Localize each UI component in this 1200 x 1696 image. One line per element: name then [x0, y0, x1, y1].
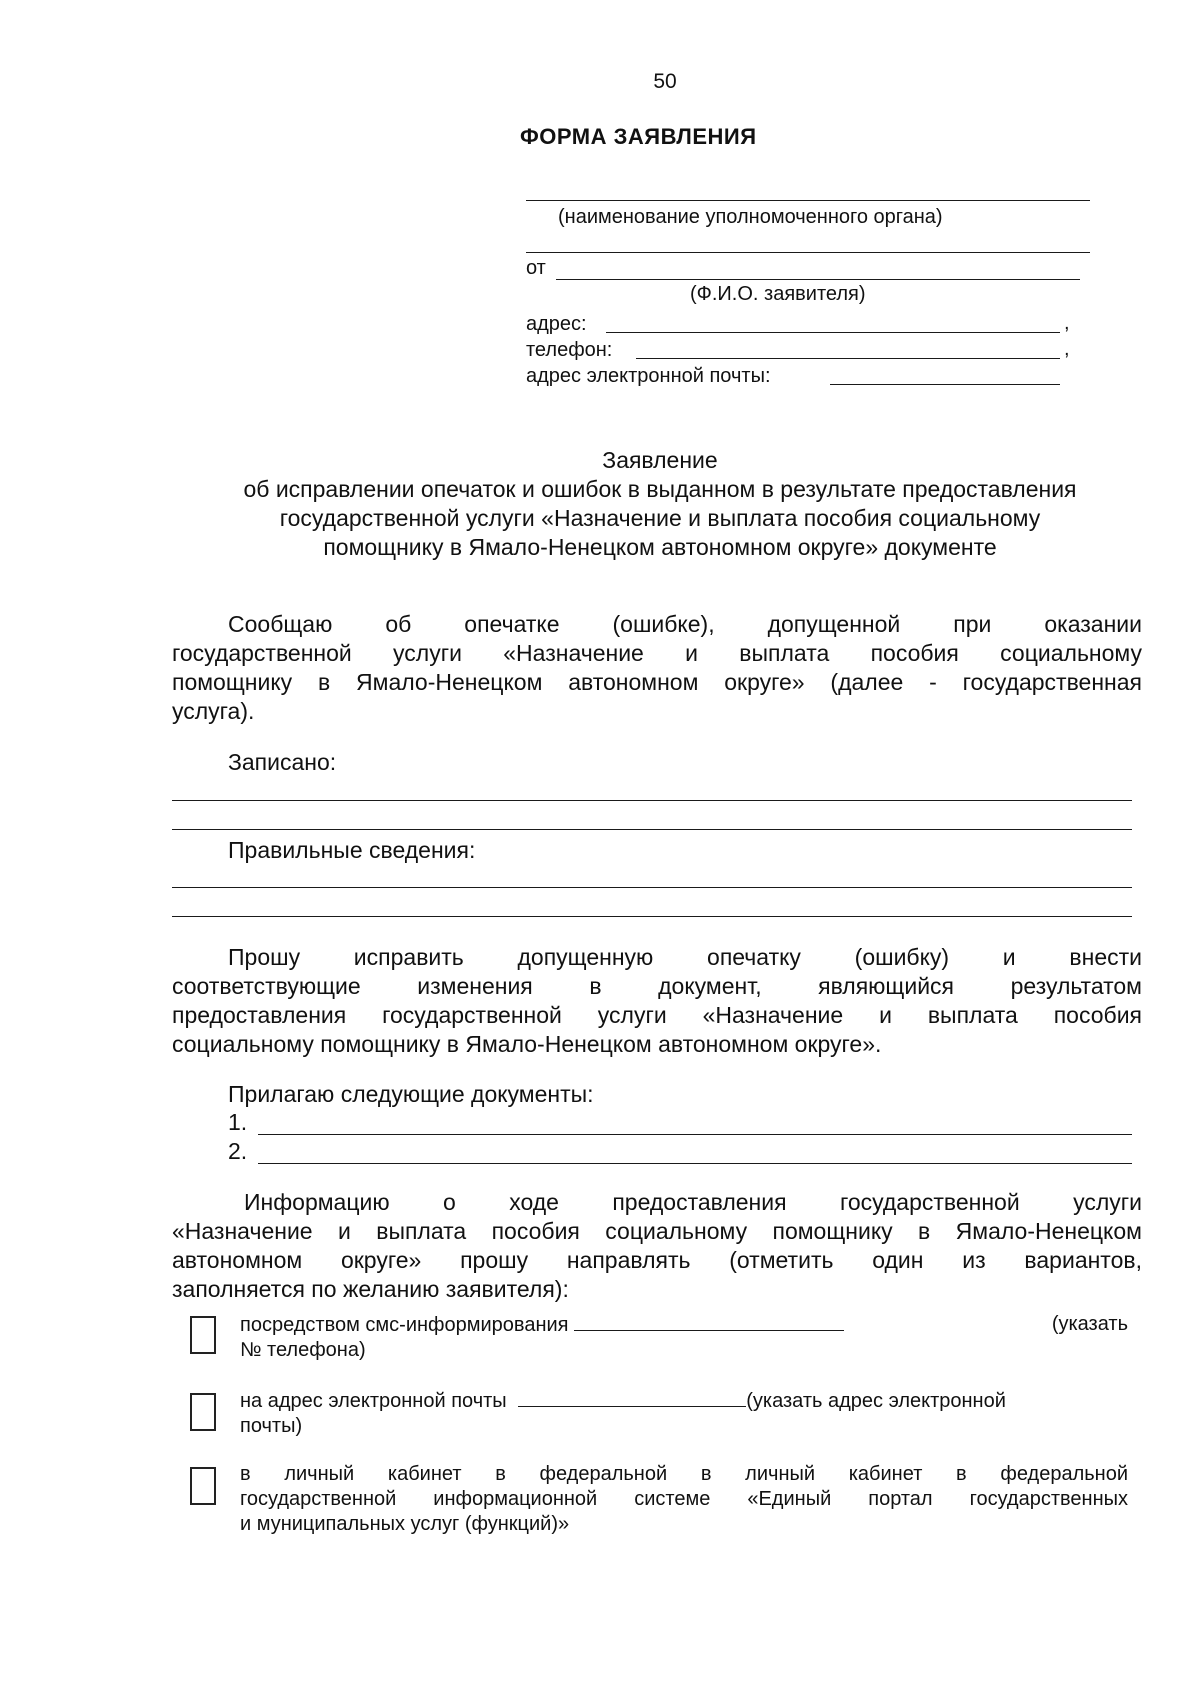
org-name-field[interactable]	[526, 200, 1090, 201]
org-name-caption: (наименование уполномоченного органа)	[558, 206, 943, 228]
portal-option-checkbox[interactable]	[190, 1467, 216, 1505]
paragraph-line: предоставления государственной услуги «Назначение и выплата пособия	[172, 1002, 1142, 1028]
sms-option-hint-2: № телефона)	[240, 1339, 366, 1361]
applicant-name-caption: (Ф.И.О. заявителя)	[690, 283, 866, 305]
report-paragraph	[172, 610, 1142, 726]
statement-title: Заявление	[602, 447, 718, 473]
written-field-line-1[interactable]	[172, 800, 1132, 801]
paragraph-line: соответствующие изменения в документ, являющийся результатом	[172, 973, 1142, 999]
org-name-field-2[interactable]	[526, 252, 1090, 253]
paragraph-line: Сообщаю об опечатке (ошибке), допущенной при оказании	[228, 611, 1142, 637]
email-option-hint-2: почты)	[240, 1415, 303, 1437]
statement-subtitle-line: об исправлении опечаток и ошибок в выданном в результате предоставления	[243, 476, 1077, 502]
request-paragraph	[172, 943, 1142, 1059]
email-label: адрес электронной почты:	[526, 365, 771, 387]
email-address-field[interactable]	[518, 1388, 746, 1407]
portal-option-text	[240, 1462, 1128, 1537]
paragraph-line: услуга).	[172, 698, 255, 724]
sms-option-label: посредством смс-информирования	[240, 1314, 569, 1336]
from-label: от	[526, 257, 546, 279]
attachment-field-1[interactable]	[258, 1134, 1132, 1135]
sms-option-hint: (указать	[1051, 1313, 1128, 1335]
email-option-text	[240, 1388, 1128, 1439]
statement-subtitle-line: государственной услуги «Назначение и выплата пособия социальному	[279, 505, 1041, 531]
address-comma: ,	[1064, 312, 1070, 334]
portal-option-line: в личный кабинет в федеральной в личный кабинет в федеральной	[240, 1463, 1128, 1485]
address-field[interactable]	[606, 332, 1060, 333]
email-option-hint: (указать адрес электронной	[746, 1390, 1006, 1412]
sms-option-checkbox[interactable]	[190, 1316, 216, 1354]
portal-option-line: и муниципальных услуг (функций)»	[240, 1513, 570, 1535]
applicant-name-field[interactable]	[556, 279, 1080, 280]
portal-option-line: государственной информационной системе «Единый портал государственных	[240, 1488, 1128, 1510]
correct-info-field-line-2[interactable]	[172, 916, 1132, 917]
written-label: Записано:	[228, 749, 337, 775]
paragraph-line: заполняется по желанию заявителя):	[172, 1276, 569, 1302]
sms-option-text	[240, 1312, 1128, 1363]
attachment-number-2: 2.	[228, 1138, 248, 1164]
sms-phone-field[interactable]	[574, 1312, 844, 1331]
page-number: 50	[653, 70, 677, 93]
paragraph-line: Прошу исправить допущенную опечатку (ошибку) и внести	[228, 944, 1142, 970]
phone-field[interactable]	[636, 358, 1060, 359]
email-option-checkbox[interactable]	[190, 1393, 216, 1431]
email-field[interactable]	[830, 384, 1060, 385]
email-option-label: на адрес электронной почты	[240, 1390, 507, 1412]
statement-title-block	[160, 446, 1160, 562]
paragraph-line: помощнику в Ямало-Ненецком автономном округе» (далее - государственная	[172, 669, 1142, 695]
attachments-label: Прилагаю следующие документы:	[228, 1081, 594, 1107]
phone-comma: ,	[1064, 338, 1070, 360]
attachment-field-2[interactable]	[258, 1163, 1132, 1164]
form-title: ФОРМА ЗАЯВЛЕНИЯ	[520, 124, 757, 149]
written-field-line-2[interactable]	[172, 829, 1132, 830]
paragraph-line: социальному помощнику в Ямало-Ненецком автономном округе».	[172, 1031, 882, 1057]
attachment-number-1: 1.	[228, 1109, 248, 1135]
paragraph-line: «Назначение и выплата пособия социальному помощнику в Ямало-Ненецком	[172, 1218, 1142, 1244]
correct-info-label: Правильные сведения:	[228, 837, 476, 863]
paragraph-line: государственной услуги «Назначение и выплата пособия социальному	[172, 640, 1142, 666]
correct-info-field-line-1[interactable]	[172, 887, 1132, 888]
info-paragraph	[172, 1188, 1142, 1304]
paragraph-line: автономном округе» прошу направлять (отметить один из вариантов,	[172, 1247, 1142, 1273]
statement-subtitle-line: помощнику в Ямало-Ненецком автономном округе» документе	[323, 534, 997, 560]
phone-label: телефон:	[526, 339, 613, 361]
paragraph-line: Информацию о ходе предоставления государственной услуги	[244, 1189, 1142, 1215]
address-label: адрес:	[526, 313, 587, 335]
